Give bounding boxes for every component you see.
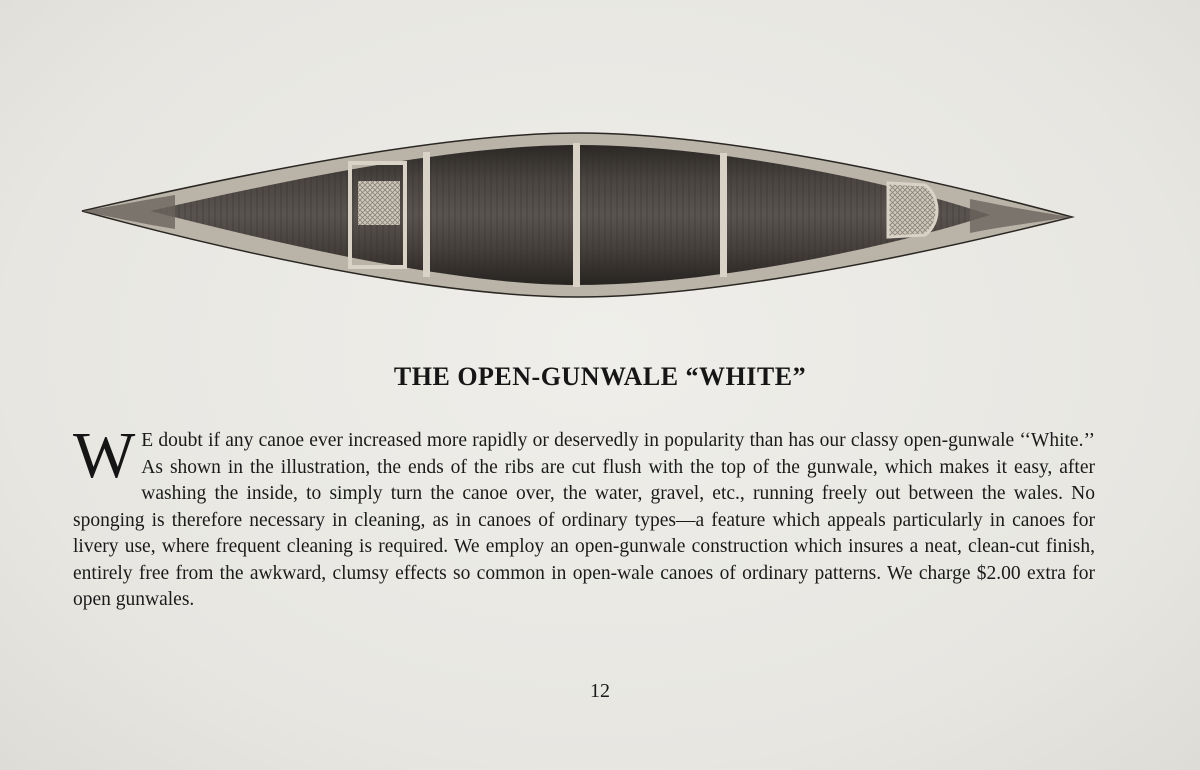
cane-seat	[358, 181, 400, 225]
thwart	[573, 143, 580, 287]
paragraph-text: E doubt if any canoe ever increased more rapidly or deservedly in popularity than has our classy open-gunwale ‘‘White.’’ As shown in the illustration, the ends of the ribs are cut flush with the top of the gunwale, which makes it easy, after washing the inside, to simply turn the canoe over, the water, gravel, etc., running freely out between the wales. No sponging is therefore necessary in cleaning, as in canoes of ordinary types—a feature which appeals particularly in canoes for livery use, where frequent cleaning is required. We employ an open-gunwale construction which insures a neat, clean-cut finish, entirely free from the awkward, clumsy effects so common in open-wale canoes of ordinary patterns. We charge $2.00 extra for open gunwales.	[73, 430, 1095, 610]
page-title: THE OPEN-GUNWALE “WHITE”	[393, 362, 807, 391]
thwart	[720, 153, 727, 277]
thwart	[423, 152, 430, 277]
page-number: 12	[590, 680, 610, 702]
canoe-illustration	[80, 125, 1075, 305]
drop-cap: W	[73, 419, 136, 492]
cane-seat	[888, 183, 937, 237]
body-paragraph	[73, 419, 1095, 614]
